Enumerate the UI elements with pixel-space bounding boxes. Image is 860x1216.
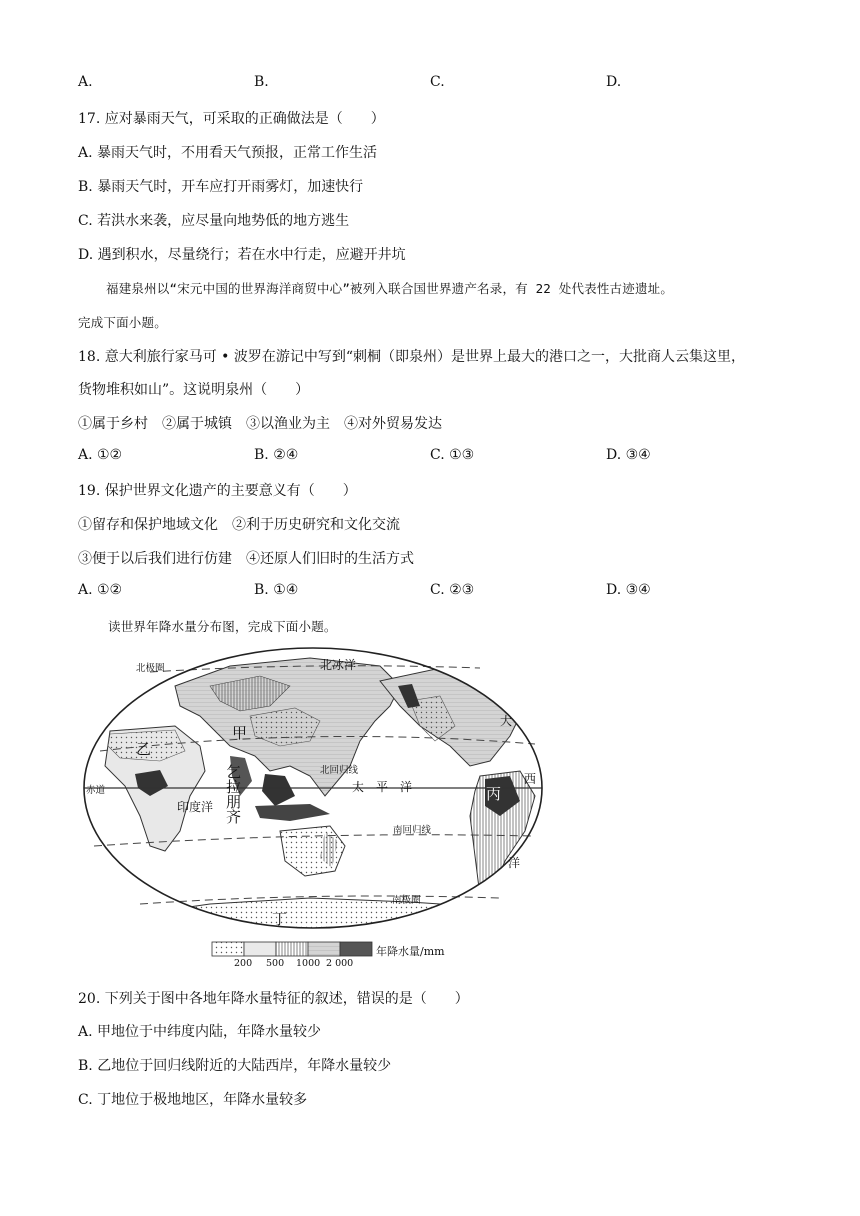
label-arctic-ocean: 北冰洋 (320, 658, 357, 672)
option-a: A. (78, 74, 93, 90)
option-c: C. (430, 74, 445, 90)
q18-option-a: A. ①② (78, 447, 123, 463)
q20-stem: 20. 下列关于图中各地年降水量特征的叙述，错误的是（ ） (78, 991, 469, 1007)
label-yi: 乙 (136, 740, 152, 758)
q18-option-d: D. ③④ (606, 447, 651, 463)
map-graphic (80, 646, 550, 976)
label-indian-ocean: 印度洋 (177, 800, 214, 814)
label-pacific-2: 平 (376, 780, 389, 794)
q19-option-d: D. ③④ (606, 582, 651, 598)
q18-choices: ①属于乡村 ②属于城镇 ③以渔业为主 ④对外贸易发达 (78, 416, 442, 432)
label-tropic-capricorn: 南回归线 (393, 825, 432, 836)
previous-question-options (78, 74, 778, 94)
label-atlantic-3: 洋 (508, 856, 521, 870)
label-bing: 丙 (486, 785, 502, 803)
q17-option-c: C. 若洪水来袭，应尽量向地势低的地方逃生 (78, 213, 350, 229)
q18-option-b: B. ②④ (254, 447, 299, 463)
label-arctic-circle: 北极圈 (136, 663, 165, 674)
legend-tick-500: 500 (266, 958, 285, 969)
option-d: D. (606, 74, 622, 90)
map-legend (212, 942, 372, 956)
passage-quanzhou-line1: 福建泉州以“宋元中国的世界海洋商贸中心”被列入联合国世界遗产名录，有 22 处代表性古迹遗址。 (106, 281, 674, 296)
q17-option-d: D. 遇到积水，尽量绕行；若在水中行走，应避开井坑 (78, 247, 406, 263)
label-chilapunji: 乞拉朋齐 (224, 764, 242, 824)
q20-option-c: C. 丁地位于极地地区，年降水量较多 (78, 1092, 308, 1108)
world-precipitation-map (80, 646, 550, 976)
q18-options (78, 447, 778, 467)
passage-precipitation-map: 读世界年降水量分布图，完成下面小题。 (108, 619, 337, 634)
q19-stem: 19. 保护世界文化遗产的主要意义有（ ） (78, 483, 357, 499)
label-pacific-1: 太 (352, 780, 365, 794)
label-atlantic-2: 西 (524, 772, 537, 786)
label-equator: 赤道 (86, 785, 106, 796)
option-b: B. (254, 74, 269, 90)
q19-choices-line1: ①留存和保护地域文化 ②利于历史研究和文化交流 (78, 517, 400, 533)
q19-choices-line2: ③便于以后我们进行仿建 ④还原人们旧时的生活方式 (78, 551, 414, 567)
legend-unit: 年降水量/mm (376, 945, 445, 958)
label-antarctic-circle: 南极圈 (392, 895, 421, 906)
q19-option-b: B. ①④ (254, 582, 299, 598)
q18-option-c: C. ①③ (430, 447, 475, 463)
q17-stem: 17. 应对暴雨天气，可采取的正确做法是（ ） (78, 111, 385, 127)
label-pacific-3: 洋 (400, 780, 413, 794)
q18-stem-line1: 18. 意大利旅行家马可 • 波罗在游记中写到“刺桐（即泉州）是世界上最大的港口之一，大批商人云集这里， (78, 349, 746, 365)
q17-option-a: A. 暴雨天气时，不用看天气预报，正常工作生活 (78, 145, 378, 161)
legend-tick-2000: 2 000 (326, 958, 354, 969)
passage-quanzhou-line2: 完成下面小题。 (78, 315, 167, 330)
q17-option-b: B. 暴雨天气时，开车应打开雨雾灯，加速快行 (78, 179, 364, 195)
legend-tick-1000: 1000 (296, 958, 321, 969)
q18-stem-line2: 货物堆积如山”。这说明泉州（ ） (78, 382, 310, 398)
q19-option-a: A. ①② (78, 582, 123, 598)
q19-option-c: C. ②③ (430, 582, 475, 598)
q20-option-a: A. 甲地位于中纬度内陆，年降水量较少 (78, 1024, 322, 1040)
label-atlantic-1: 大 (500, 714, 513, 728)
label-tropic-cancer: 北回归线 (320, 765, 359, 776)
label-ding: 丁 (272, 910, 288, 928)
legend-tick-200: 200 (234, 958, 253, 969)
q19-options (78, 582, 778, 602)
label-jia: 甲 (232, 724, 248, 742)
q20-option-b: B. 乙地位于回归线附近的大陆西岸，年降水量较少 (78, 1058, 392, 1074)
